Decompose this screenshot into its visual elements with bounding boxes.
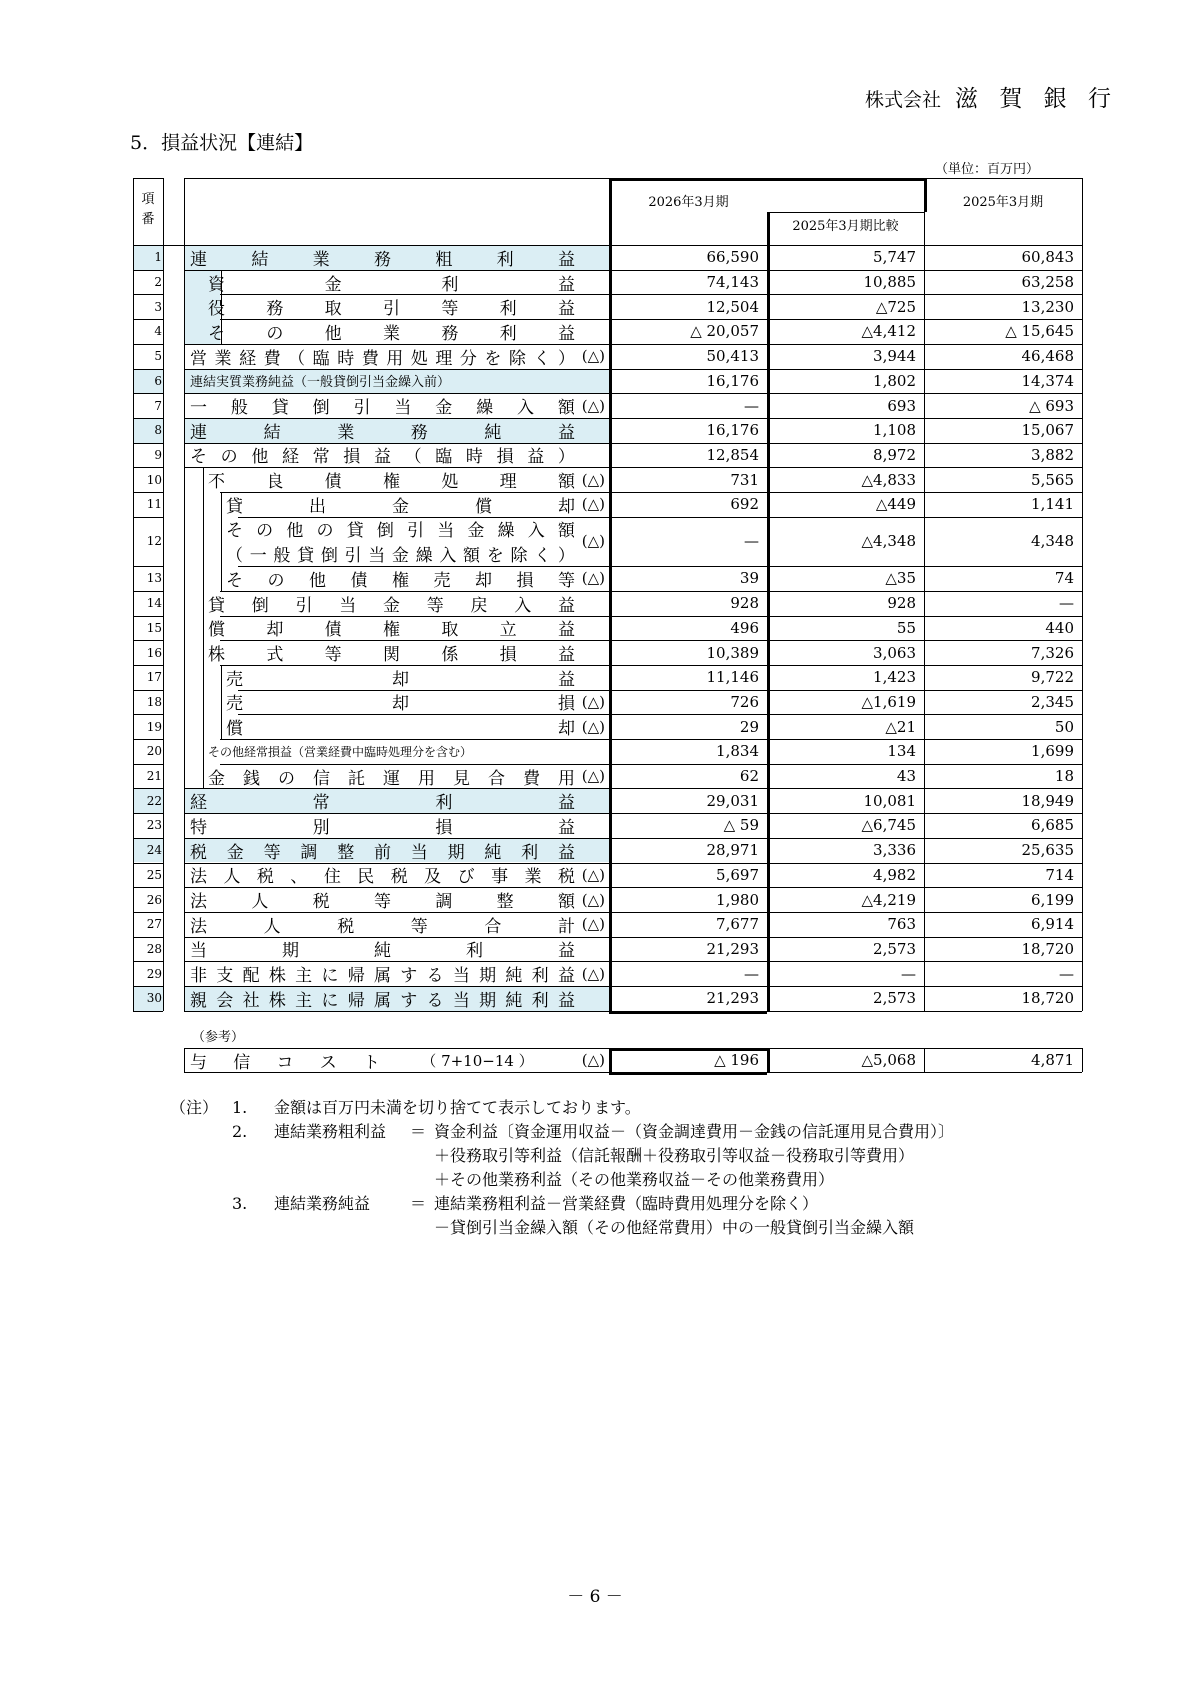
previous-value: 6,199 xyxy=(1031,890,1074,909)
current-value: 74,143 xyxy=(706,273,759,292)
comparison-value: 1,423 xyxy=(873,668,916,687)
row-label: そ の 他 債 権 売 却 損 等 (△) xyxy=(226,569,605,591)
previous-value: 9,722 xyxy=(1031,668,1074,687)
comparison-value: 928 xyxy=(887,594,916,613)
comparison-value: 43 xyxy=(896,767,916,786)
row-number: 9 xyxy=(154,447,162,462)
current-value: 726 xyxy=(730,692,759,711)
deduction-mark: (△) xyxy=(581,964,605,983)
grid-line xyxy=(1082,1048,1083,1072)
previous-value: 46,468 xyxy=(1021,347,1074,366)
previous-value: 7,326 xyxy=(1031,643,1074,662)
label-left-line xyxy=(184,178,185,1011)
previous-value: 60,843 xyxy=(1021,248,1074,267)
current-value: 66,590 xyxy=(706,248,759,267)
row-number: 25 xyxy=(146,867,162,882)
note-number: 1. xyxy=(232,1098,248,1117)
row-label: 税 金 等 調 整 前 当 期 純 利 益 xyxy=(190,842,575,863)
group-line xyxy=(221,492,222,591)
comparison-value: 1,802 xyxy=(873,371,916,390)
comparison-value: 3,944 xyxy=(873,347,916,366)
current-value: 692 xyxy=(730,495,759,514)
deduction-mark: (△) xyxy=(581,767,605,786)
row-label: 法 人 税 等 合 計 (△) xyxy=(190,915,605,937)
previous-value: 1,699 xyxy=(1031,742,1074,761)
item-no-header: 項 番 xyxy=(141,192,155,227)
previous-value: 6,914 xyxy=(1031,915,1074,934)
note-equals: ＝ xyxy=(410,1194,427,1213)
comparison-value: △35 xyxy=(885,569,916,588)
comparison-value: △4,833 xyxy=(861,470,916,489)
row-number: 4 xyxy=(154,324,162,339)
current-value: 50,413 xyxy=(706,347,759,366)
previous-value: 18 xyxy=(1054,767,1074,786)
current-value: 29 xyxy=(739,717,759,736)
row-label: 不 良 債 権 処 理 額 (△) xyxy=(208,470,605,493)
reference-formula: （ 7+10−14 ） xyxy=(421,1051,534,1070)
row-number: 14 xyxy=(146,596,162,611)
previous-value: 6,685 xyxy=(1031,816,1074,835)
comparison-value: 8,972 xyxy=(873,445,916,464)
comparison-value: △21 xyxy=(885,717,916,736)
reference-row-label: 与 信 コ ス ト （ 7+10−14 ） (△) xyxy=(190,1051,605,1073)
row-line xyxy=(133,1011,163,1012)
previous-value: 15,067 xyxy=(1021,421,1074,440)
grid-line xyxy=(184,1048,185,1072)
reference-current-value: △ 196 xyxy=(714,1051,759,1069)
previous-value: 5,565 xyxy=(1031,470,1074,489)
comparison-value: △4,219 xyxy=(861,890,916,909)
row-number: 30 xyxy=(146,991,162,1006)
current-value: 496 xyxy=(730,618,759,637)
row-number: 24 xyxy=(146,843,162,858)
current-value: △ 20,057 xyxy=(690,322,759,341)
current-value: 5,697 xyxy=(716,865,759,884)
current-value: 928 xyxy=(730,594,759,613)
deduction-mark: (△) xyxy=(581,532,605,551)
row-label: 特 別 損 益 xyxy=(190,817,575,838)
current-value: 29,031 xyxy=(706,791,759,810)
row-number: 7 xyxy=(154,398,162,413)
row-label: 連結実質業務純益（一般貸倒引当金繰入前） xyxy=(190,375,451,391)
row-label: 売 却 益 xyxy=(226,669,575,690)
row-label: 当 期 純 利 益 xyxy=(190,941,575,962)
current-value: 7,677 xyxy=(716,915,759,934)
deduction-mark: (△) xyxy=(581,692,605,711)
row-number: 10 xyxy=(146,472,162,487)
row-label: 非 支 配 株 主 に 帰 属 す る 当 期 純 利 益 (△) xyxy=(190,964,605,987)
row-label: 貸 倒 引 当 金 等 戻 入 益 xyxy=(208,595,575,616)
row-label: 金 銭 の 信 託 運 用 見 合 費 用 (△) xyxy=(208,767,605,789)
comparison-value: △449 xyxy=(875,495,916,514)
current-value: 16,176 xyxy=(706,371,759,390)
row-number: 20 xyxy=(146,744,162,759)
row-number: 28 xyxy=(146,941,162,956)
row-label: 資 金 利 益 xyxy=(208,274,575,295)
company-prefix: 株式会社 xyxy=(865,89,942,111)
current-value: 12,854 xyxy=(706,445,759,464)
row-number: 15 xyxy=(146,620,162,635)
row-number: 23 xyxy=(146,818,162,833)
header-top-line xyxy=(133,178,163,179)
comparison-value: 3,336 xyxy=(873,841,916,860)
row-number: 6 xyxy=(154,373,162,388)
header-top-line xyxy=(924,178,1082,179)
current-value: 28,971 xyxy=(706,841,759,860)
previous-value: 14,374 xyxy=(1021,371,1074,390)
previous-value: 50 xyxy=(1054,717,1074,736)
deduction-mark: (△) xyxy=(581,717,605,736)
previous-value: 63,258 xyxy=(1021,273,1074,292)
item-no-line xyxy=(163,178,164,1011)
row-number: 1 xyxy=(154,250,162,265)
note-line: 連結業務粗利益－営業経費（臨時費用処理分を除く） xyxy=(434,1194,819,1213)
previous-value: 18,720 xyxy=(1021,989,1074,1008)
previous-value: △ 15,645 xyxy=(1005,322,1074,341)
previous-value: 440 xyxy=(1045,618,1074,637)
reference-previous-value: 4,871 xyxy=(1031,1051,1074,1069)
comparison-header: 2025年3月期比較 xyxy=(792,218,899,234)
current-value: 1,980 xyxy=(716,890,759,909)
group-line xyxy=(203,467,204,788)
row-number: 29 xyxy=(146,966,162,981)
current-value: 11,146 xyxy=(706,668,759,687)
row-label: そ の 他 業 務 利 益 xyxy=(208,323,575,344)
row-number: 13 xyxy=(146,571,162,586)
previous-value: — xyxy=(1059,594,1074,613)
reference-comparison-value: △5,068 xyxy=(861,1051,916,1069)
comparison-value: 1,108 xyxy=(873,421,916,440)
comparison-value: △1,619 xyxy=(861,692,916,711)
comparison-value: 4,982 xyxy=(873,865,916,884)
previous-value: 2,345 xyxy=(1031,692,1074,711)
current-box-bottom xyxy=(609,1072,767,1075)
current-value: 62 xyxy=(739,767,759,786)
previous-value: 74 xyxy=(1054,569,1074,588)
current-value: 1,834 xyxy=(716,742,759,761)
note-line: －貸倒引当金繰入額（その他経常費用）中の一般貸倒引当金繰入額 xyxy=(434,1218,915,1237)
notes-prefix: （注） xyxy=(170,1098,219,1117)
previous-period-header: 2025年3月期 xyxy=(962,194,1044,210)
deduction-mark: (△) xyxy=(581,470,605,489)
current-period-box-top xyxy=(609,178,924,181)
unit-label: （単位：百万円） xyxy=(935,162,1040,177)
previous-value: 18,720 xyxy=(1021,939,1074,958)
comparison-value: 10,885 xyxy=(863,273,916,292)
comparison-value: 55 xyxy=(896,618,916,637)
current-value: △ 59 xyxy=(723,816,759,835)
row-number: 26 xyxy=(146,892,162,907)
comparison-value: 2,573 xyxy=(873,989,916,1008)
reference-label: （参考） xyxy=(192,1030,245,1045)
note-number: 2. xyxy=(232,1122,248,1141)
row-label: 親 会 社 株 主 に 帰 属 す る 当 期 純 利 益 xyxy=(190,990,575,1011)
bank-name: 滋 賀 銀 行 xyxy=(955,86,1118,112)
current-value: — xyxy=(744,964,759,983)
row-label: 営 業 経 費 （ 臨 時 費 用 処 理 分 を 除 く ） (△) xyxy=(190,347,605,369)
note-line: ＋役務取引等利益（信託報酬＋役務取引等収益－役務取引等費用） xyxy=(434,1146,915,1165)
current-value: 21,293 xyxy=(706,939,759,958)
previous-value: 1,141 xyxy=(1031,495,1074,514)
deduction-mark: (△) xyxy=(581,347,605,366)
current-value: 10,389 xyxy=(706,643,759,662)
current-value: 39 xyxy=(739,569,759,588)
row-label: 法 人 税 等 調 整 額 (△) xyxy=(190,890,605,913)
comparison-value: 5,747 xyxy=(873,248,916,267)
comparison-value: 693 xyxy=(887,396,916,415)
section-title: 5．損益状況【連結】 xyxy=(130,132,314,154)
previous-value: 18,949 xyxy=(1021,791,1074,810)
group-line xyxy=(221,665,222,739)
previous-value: 25,635 xyxy=(1021,841,1074,860)
row-label: 償 却 債 権 取 立 益 xyxy=(208,620,575,641)
deduction-mark: (△) xyxy=(581,915,605,934)
row-label: 役 務 取 引 等 利 益 xyxy=(208,299,575,320)
deduction-mark: (△) xyxy=(581,495,605,514)
deduction-mark: (△) xyxy=(581,396,605,415)
comparison-value: — xyxy=(901,964,916,983)
row-label: 連 結 業 務 粗 利 益 xyxy=(190,249,575,270)
deduction-mark: (△) xyxy=(581,865,605,884)
current-value: 21,293 xyxy=(706,989,759,1008)
row-number: 27 xyxy=(146,917,162,932)
header-top-line xyxy=(184,178,609,179)
row-number: 18 xyxy=(146,694,162,709)
row-number: 12 xyxy=(146,534,162,549)
comparison-value: △4,412 xyxy=(861,322,916,341)
deduction-mark: (△) xyxy=(581,890,605,909)
current-value: — xyxy=(744,532,759,551)
current-value: 16,176 xyxy=(706,421,759,440)
previous-value: 4,348 xyxy=(1031,532,1074,551)
row-number: 3 xyxy=(154,299,162,314)
current-value: — xyxy=(744,396,759,415)
row-label: 売 却 損 (△) xyxy=(226,692,605,715)
row-label: 株 式 等 関 係 損 益 xyxy=(208,645,575,666)
note-term: 連結業務粗利益 xyxy=(274,1122,387,1141)
comparison-value: 2,573 xyxy=(873,939,916,958)
row-label: 法 人 税 、 住 民 税 及 び 事 業 税 (△) xyxy=(190,865,605,888)
note-text: 金額は百万円未満を切り捨てて表示しております。 xyxy=(274,1098,641,1117)
previous-value: 13,230 xyxy=(1021,297,1074,316)
row-number: 16 xyxy=(146,645,162,660)
previous-value: 3,882 xyxy=(1031,445,1074,464)
note-number: 3. xyxy=(232,1194,248,1213)
note-line: ＋その他業務利益（その他業務収益－その他業務費用） xyxy=(434,1170,835,1189)
page-number: － 6 － xyxy=(567,1587,623,1607)
row-number: 22 xyxy=(146,793,162,808)
row-number: 2 xyxy=(154,275,162,290)
current-value: 731 xyxy=(730,470,759,489)
comparison-value: △725 xyxy=(875,297,916,316)
comparison-value: △4,348 xyxy=(861,532,916,551)
comparison-value: 3,063 xyxy=(873,643,916,662)
note-line: 資金利益〔資金運用収益－（資金調達費用－金銭の信託運用見合費用）〕 xyxy=(434,1122,955,1141)
row-label: 貸 出 金 償 却 (△) xyxy=(226,495,605,517)
row-number: 8 xyxy=(154,423,162,438)
row-number: 17 xyxy=(146,670,162,685)
row-label: 連 結 業 務 純 益 xyxy=(190,422,575,443)
comparison-value: 763 xyxy=(887,915,916,934)
row-number: 5 xyxy=(154,349,162,364)
table-right-line xyxy=(1082,178,1083,1011)
current-value: 12,504 xyxy=(706,297,759,316)
comparison-value: 10,081 xyxy=(863,791,916,810)
row-label: そ の 他 の 貸 倒 引 当 金 繰 入 額 （ 一 般 貸 倒 引 当 金 繰 入 額 を 除 く ） (△) xyxy=(226,521,605,567)
comparison-value: △6,745 xyxy=(861,816,916,835)
current-period-header: 2026年3月期 xyxy=(648,194,729,210)
row-number: 11 xyxy=(146,497,162,512)
row-label: その他経常損益（営業経費中臨時処理分を含む） xyxy=(208,744,473,759)
previous-value: 714 xyxy=(1045,865,1074,884)
row-label: 償 却 (△) xyxy=(226,717,605,740)
note-term: 連結業務純益 xyxy=(274,1194,371,1213)
row-label: 経 常 利 益 xyxy=(190,793,575,814)
row-label: 一 般 貸 倒 引 当 金 繰 入 額 (△) xyxy=(190,396,605,419)
note-equals: ＝ xyxy=(410,1122,427,1141)
deduction-mark: (△) xyxy=(581,569,605,588)
previous-value: △ 693 xyxy=(1029,396,1074,415)
row-number: 21 xyxy=(146,769,162,784)
previous-value: — xyxy=(1059,964,1074,983)
comparison-value: 134 xyxy=(887,742,916,761)
row-label: そ の 他 経 常 損 益 （ 臨 時 損 益 ） xyxy=(190,447,575,468)
row-number: 19 xyxy=(146,719,162,734)
